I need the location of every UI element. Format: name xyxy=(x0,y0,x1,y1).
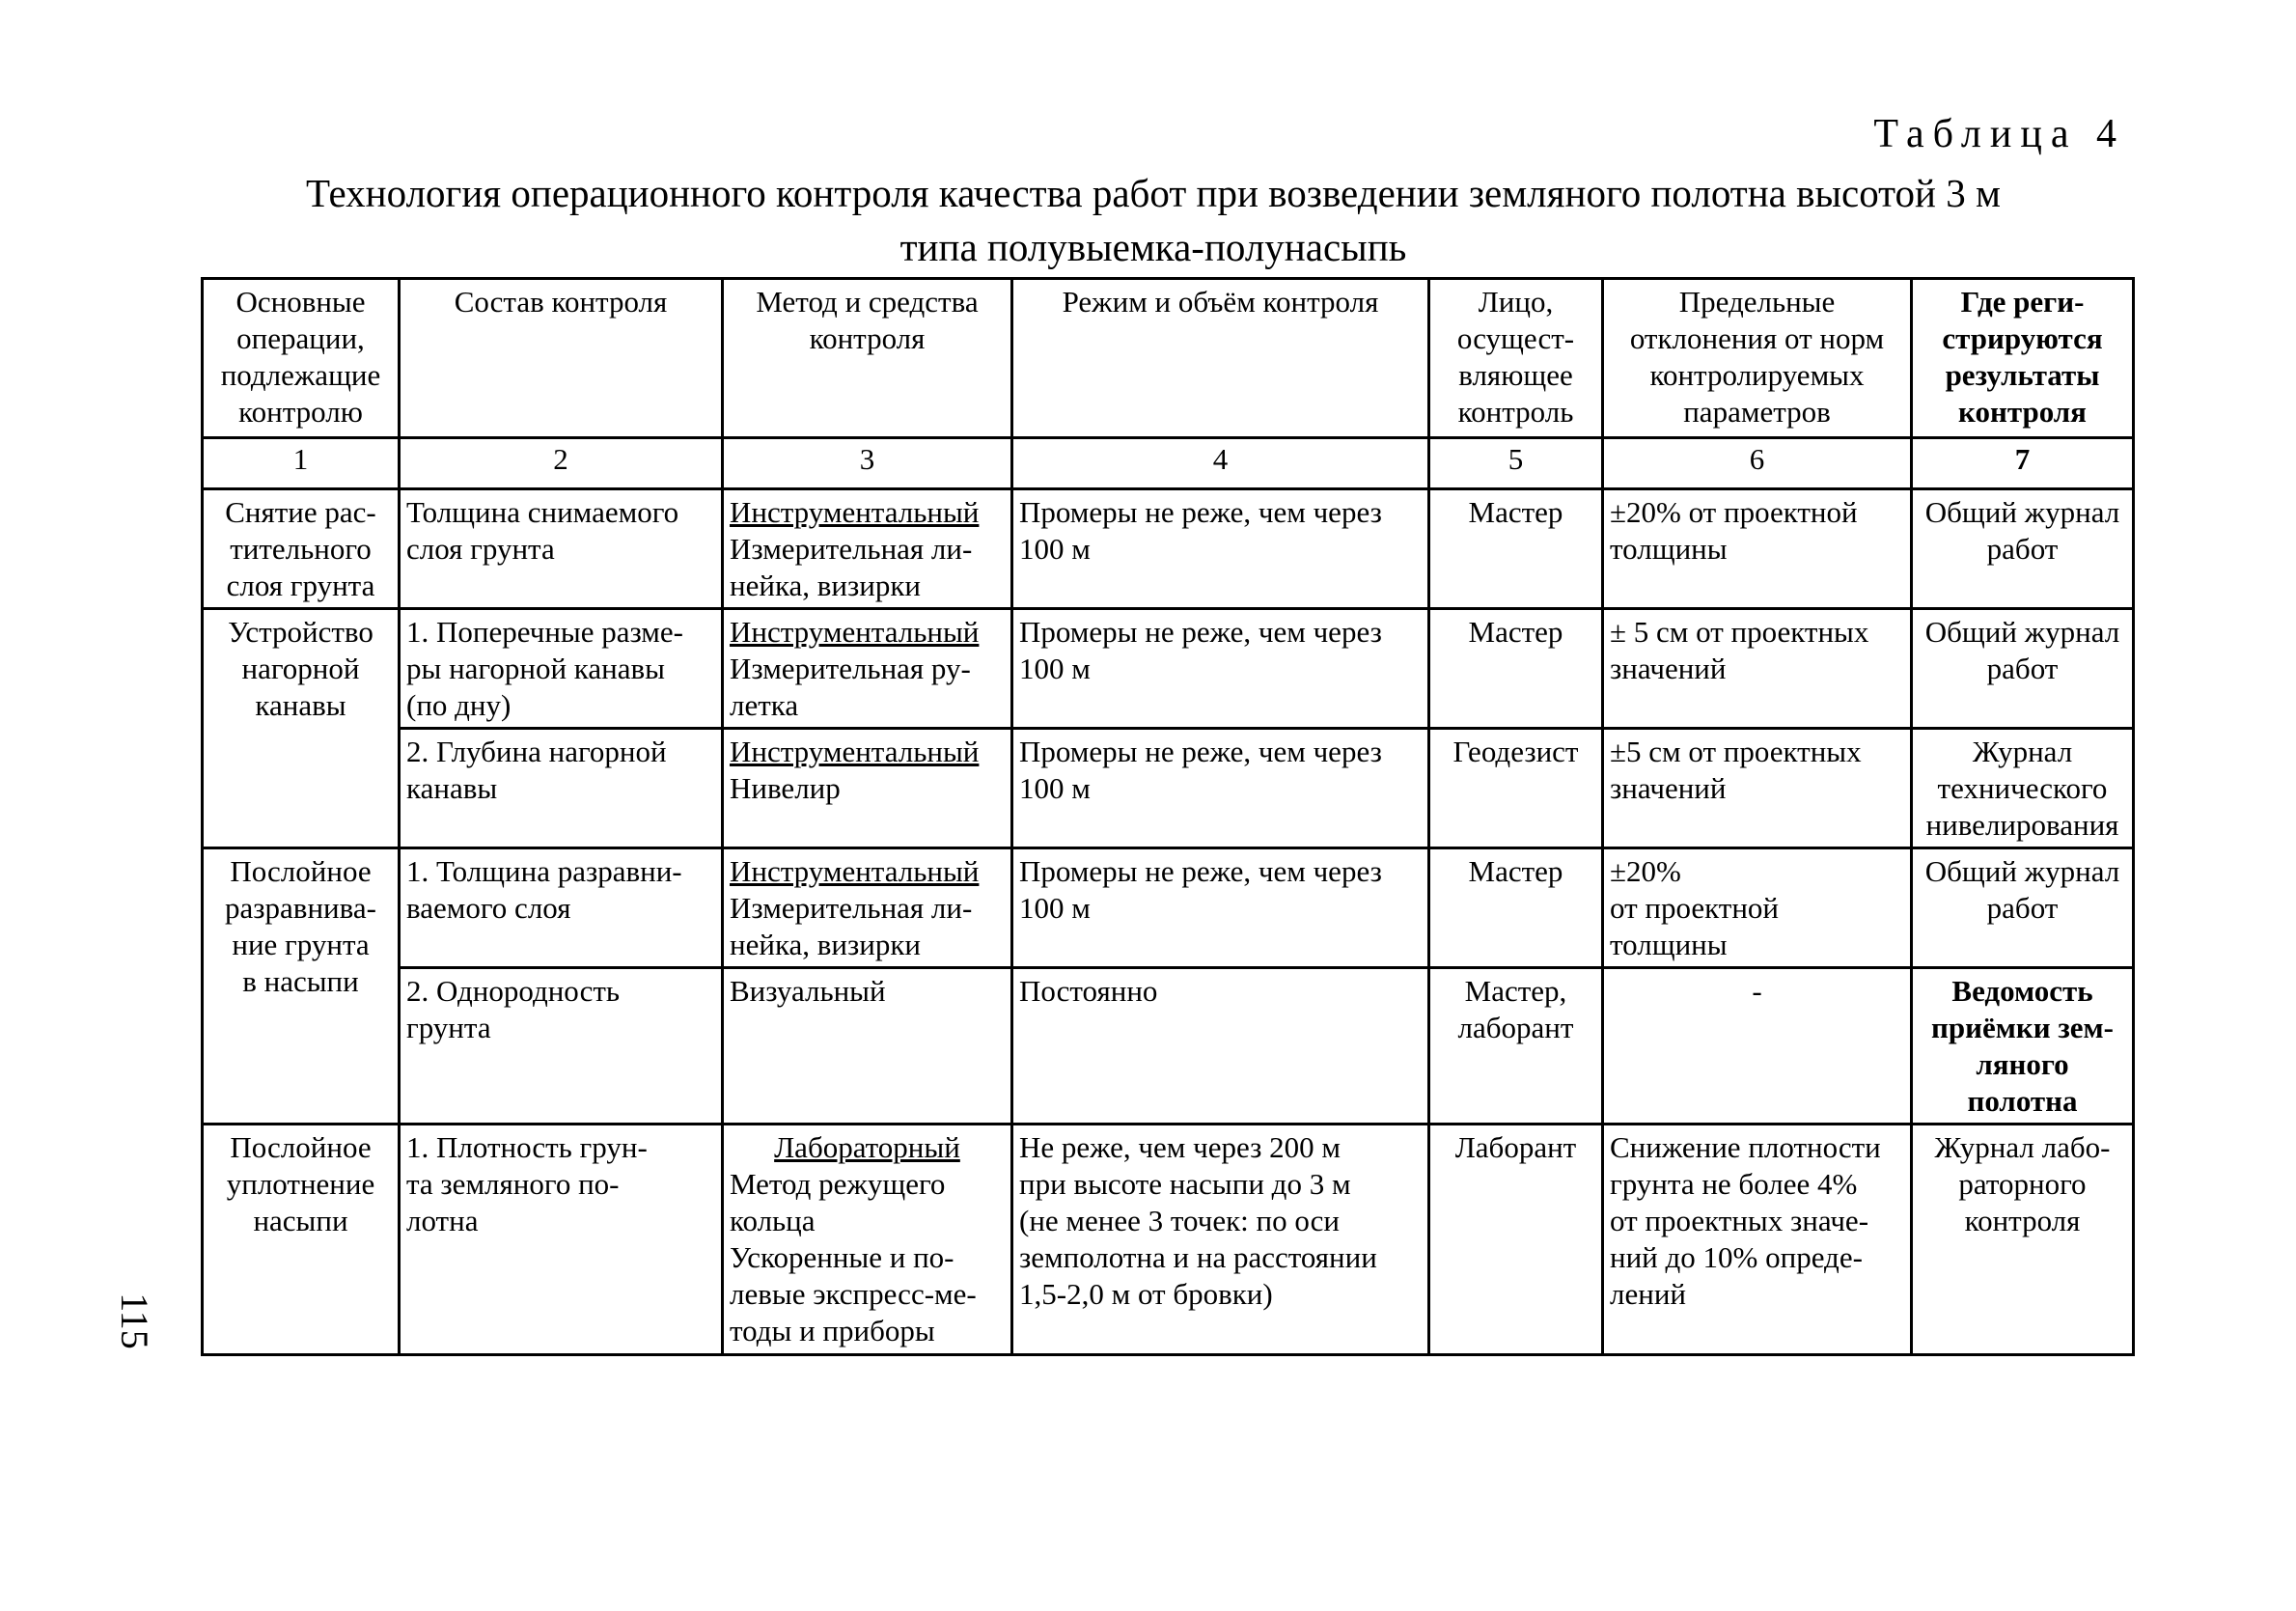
column-number: 6 xyxy=(1603,438,1912,489)
table-label: Таблица 4 xyxy=(1873,112,2125,156)
composition-cell: Толщина снимаемого слоя грунта xyxy=(400,489,723,609)
composition-cell: 1. Толщина разравни- ваемого слоя xyxy=(400,847,723,967)
register-cell: Общий журнал работ xyxy=(1912,608,2134,728)
title-line-1: Технология операционного контроля качества работ при возведении земляного полотна высотой 3 м xyxy=(306,171,2001,215)
column-number: 2 xyxy=(400,438,723,489)
header-cell: Основные операции, подлежащие контролю xyxy=(203,279,400,438)
column-number-row xyxy=(203,438,2134,489)
header-cell: Метод и средства контроля xyxy=(723,279,1012,438)
operation-cell: Послойное разравнива- ние грунта в насыпи xyxy=(203,847,400,1124)
composition-cell: 1. Плотность грун- та земляного по- лотна xyxy=(400,1125,723,1355)
mode-cell: Не реже, чем через 200 м при высоте насыпи до 3 м (не менее 3 точек: по оси земполотна и на расстоянии 1,5-2,0 м от бровки) xyxy=(1012,1125,1429,1355)
header-cell: Режим и объём контроля xyxy=(1012,279,1429,438)
register-cell: Общий журнал работ xyxy=(1912,489,2134,609)
method-cell: Визуальный xyxy=(723,967,1012,1124)
person-cell: Мастер xyxy=(1429,489,1603,609)
table-row xyxy=(203,1125,2134,1355)
mode-cell: Промеры не реже, чем через 100 м xyxy=(1012,489,1429,609)
method-cell: Инструментальный Измерительная ли- нейка, визирки xyxy=(723,847,1012,967)
operation-cell: Устройство нагорной канавы xyxy=(203,608,400,847)
column-number: 5 xyxy=(1429,438,1603,489)
control-table xyxy=(201,277,2135,1356)
column-number: 3 xyxy=(723,438,1012,489)
table-row xyxy=(203,489,2134,609)
person-cell: Геодезист xyxy=(1429,728,1603,847)
deviation-cell: Снижение плотности грунта не более 4% от проектных значе- ний до 10% опреде- лений xyxy=(1603,1125,1912,1355)
column-number: 7 xyxy=(1912,438,2134,489)
register-cell: Журнал технического нивелирования xyxy=(1912,728,2134,847)
deviation-cell: ± 5 см от проектных значений xyxy=(1603,608,1912,728)
header-cell: Состав контроля xyxy=(400,279,723,438)
page-number: 115 xyxy=(112,1292,156,1349)
header-cell: Лицо, осущест- вляющее контроль xyxy=(1429,279,1603,438)
person-cell: Мастер, лаборант xyxy=(1429,967,1603,1124)
method-cell: Лабораторный Метод режущего кольца Ускоренные и по- левые экспресс-ме- тоды и приборы xyxy=(723,1125,1012,1355)
register-cell: Общий журнал работ xyxy=(1912,847,2134,967)
header-cell: Где реги- стрируются результаты контроля xyxy=(1912,279,2134,438)
method-type: Инструментальный xyxy=(730,495,980,529)
method-cell: Инструментальный Измерительная ли- нейка, визирки xyxy=(723,489,1012,609)
operation-cell: Послойное уплотнение насыпи xyxy=(203,1125,400,1355)
table-row xyxy=(203,608,2134,728)
deviation-cell: ±20% от проектной толщины xyxy=(1603,847,1912,967)
document-title xyxy=(193,166,2114,274)
title-line-2: типа полувыемка-полунасыпь xyxy=(899,225,1407,269)
mode-cell: Постоянно xyxy=(1012,967,1429,1124)
register-cell: Ведомость приёмки зем- ляного полотна xyxy=(1912,967,2134,1124)
person-cell: Лаборант xyxy=(1429,1125,1603,1355)
method-type: Инструментальный xyxy=(730,614,980,649)
method-cell: Инструментальный Нивелир xyxy=(723,728,1012,847)
person-cell: Мастер xyxy=(1429,608,1603,728)
operation-cell: Снятие рас- тительного слоя грунта xyxy=(203,489,400,609)
mode-cell: Промеры не реже, чем через 100 м xyxy=(1012,728,1429,847)
method-type: Инструментальный xyxy=(730,853,980,888)
register-cell: Журнал лабо- раторного контроля xyxy=(1912,1125,2134,1355)
method-type: Инструментальный xyxy=(730,734,980,768)
table-row xyxy=(203,967,2134,1124)
deviation-cell: ±20% от проектной толщины xyxy=(1603,489,1912,609)
method-cell: Инструментальный Измерительная ру- летка xyxy=(723,608,1012,728)
deviation-cell: - xyxy=(1603,967,1912,1124)
header-row xyxy=(203,279,2134,438)
column-number: 1 xyxy=(203,438,400,489)
composition-cell: 1. Поперечные разме- ры нагорной канавы (по дну) xyxy=(400,608,723,728)
person-cell: Мастер xyxy=(1429,847,1603,967)
column-number: 4 xyxy=(1012,438,1429,489)
header-cell: Предельные отклонения от норм контролируемых параметров xyxy=(1603,279,1912,438)
composition-cell: 2. Глубина нагорной канавы xyxy=(400,728,723,847)
composition-cell: 2. Однородность грунта xyxy=(400,967,723,1124)
mode-cell: Промеры не реже, чем через 100 м xyxy=(1012,608,1429,728)
mode-cell: Промеры не реже, чем через 100 м xyxy=(1012,847,1429,967)
deviation-cell: ±5 см от проектных значений xyxy=(1603,728,1912,847)
method-type: Лабораторный xyxy=(774,1130,960,1165)
table-row xyxy=(203,728,2134,847)
table-row xyxy=(203,847,2134,967)
